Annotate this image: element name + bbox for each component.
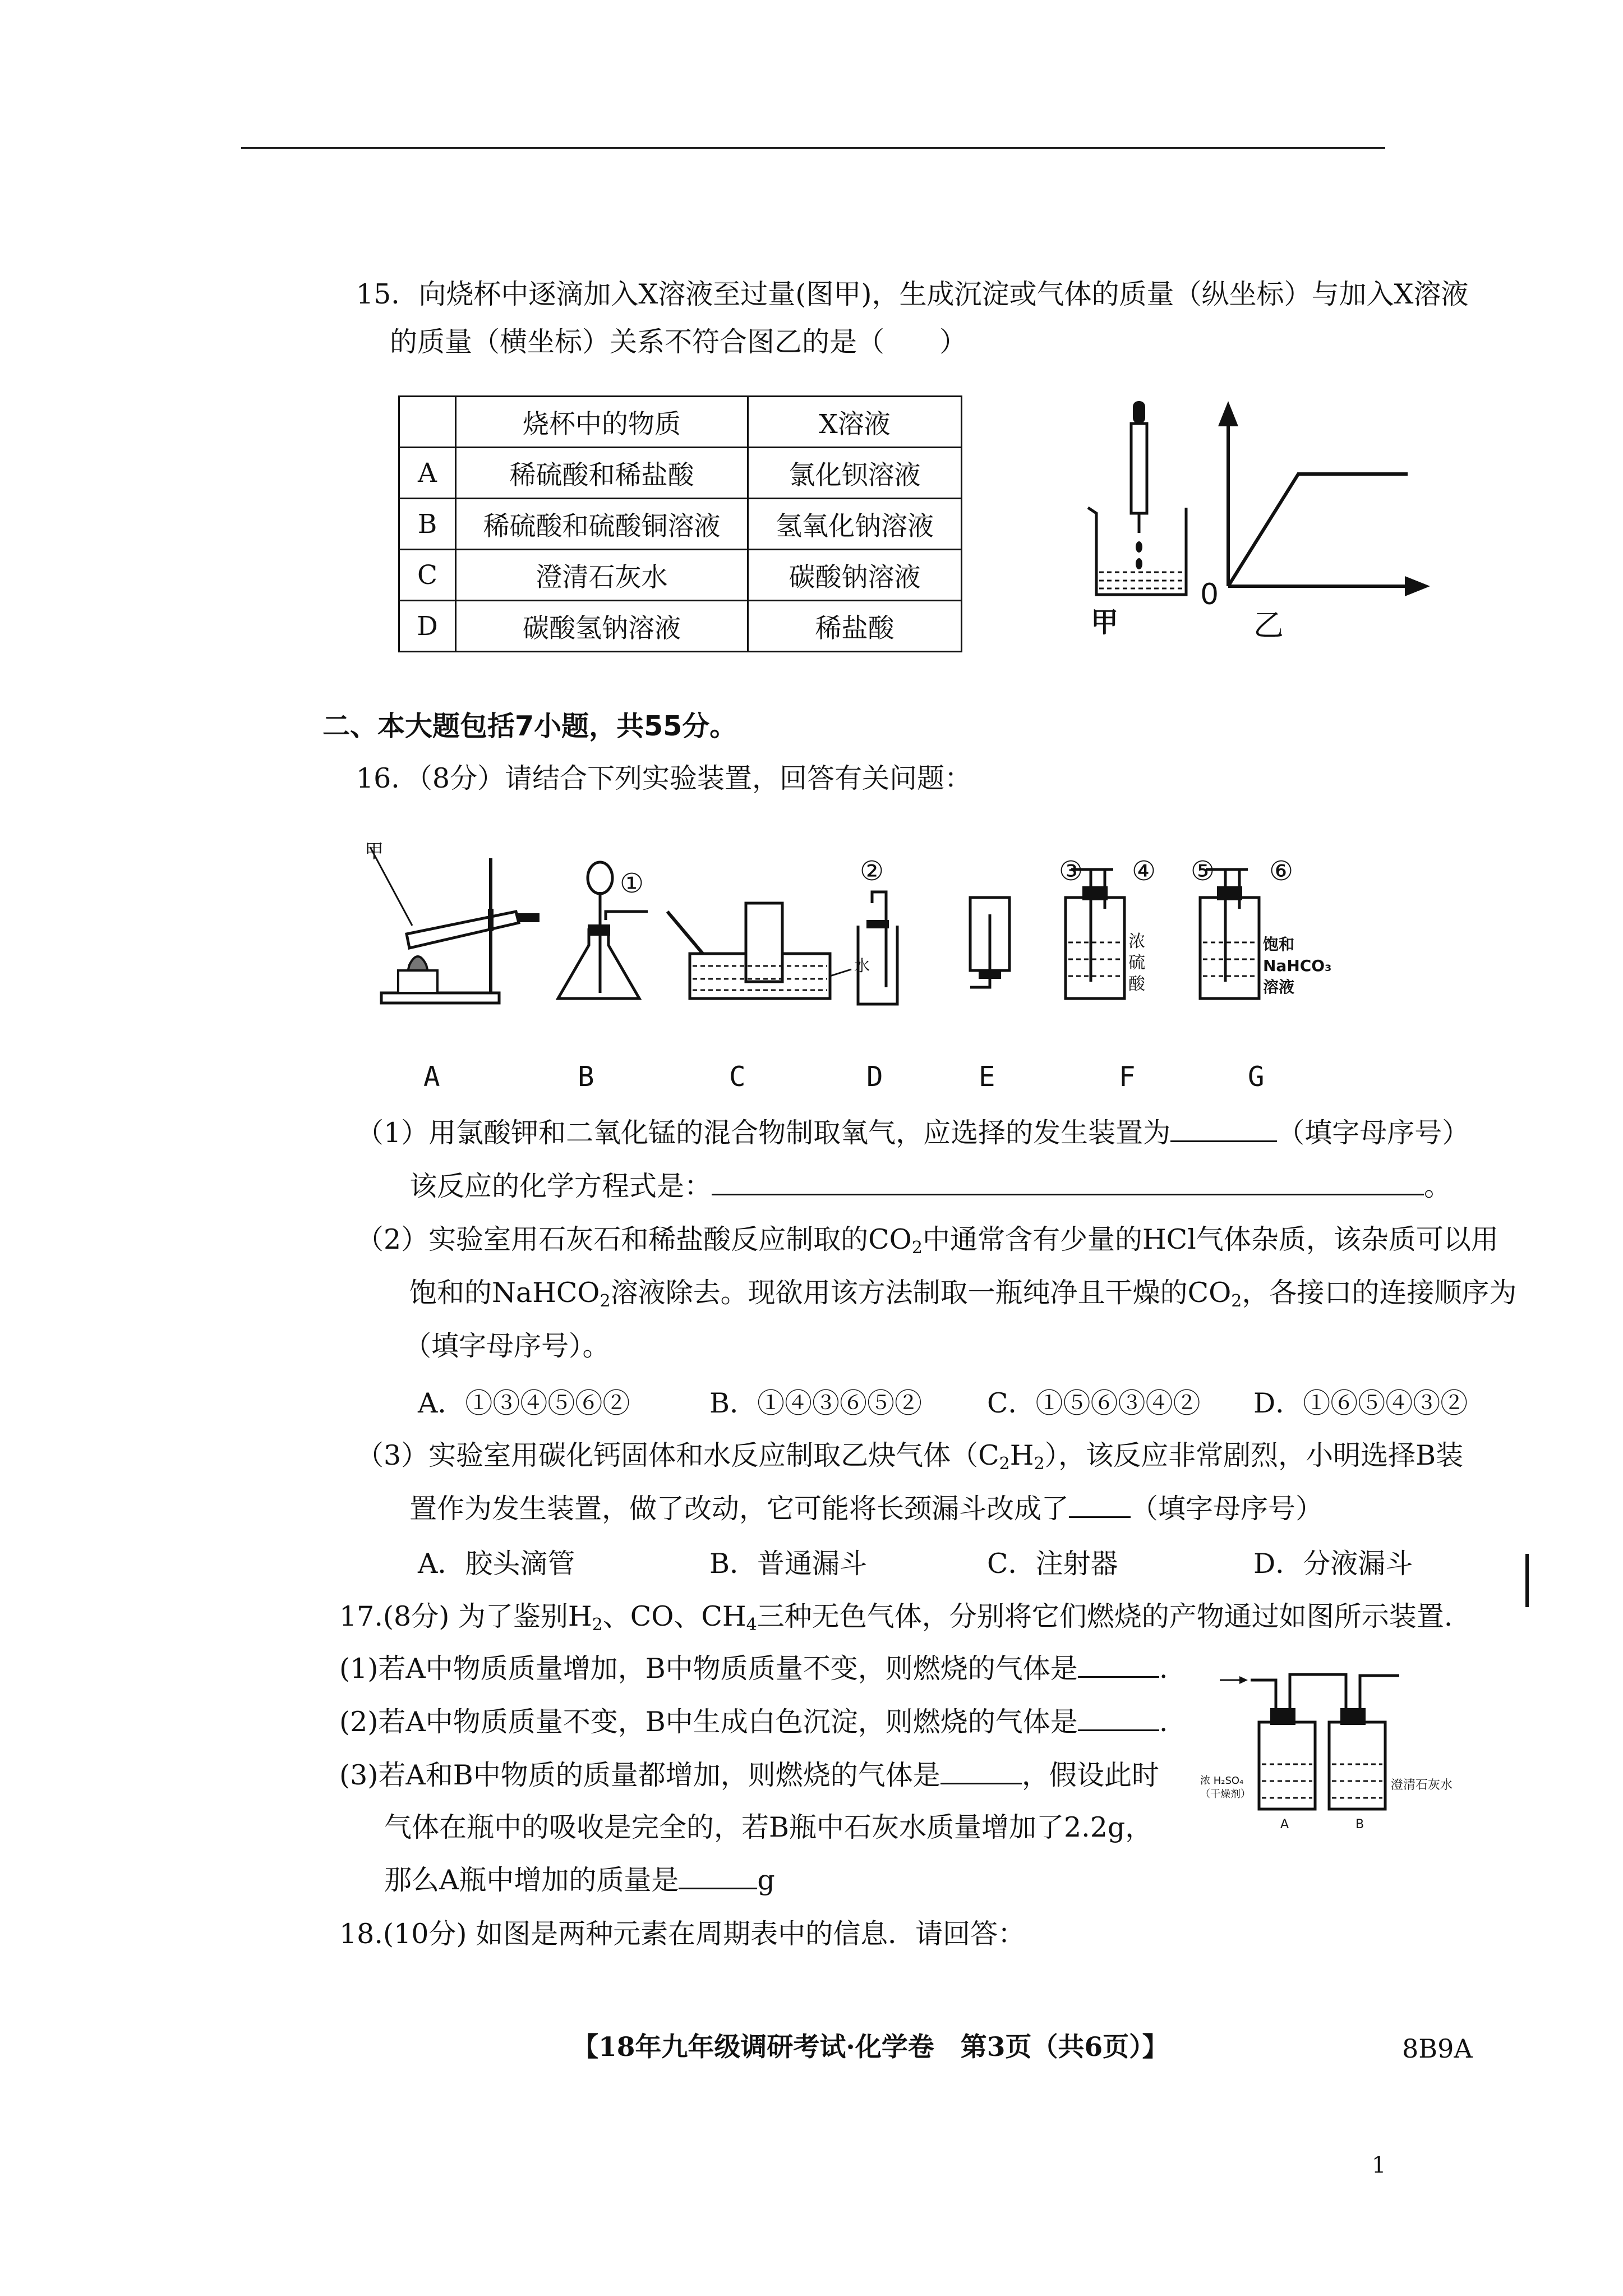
q17-text: (2)若A中物质质量不变，B中生成白色沉淀，则燃烧的气体是 <box>339 1706 1078 1738</box>
q17-text: . <box>1159 1653 1168 1685</box>
answer-blank[interactable] <box>1078 1707 1159 1731</box>
apparatus-c <box>667 903 851 999</box>
q17-p3-line3 <box>384 1864 775 1897</box>
table-cell: 碳酸氢钠溶液 <box>456 601 748 652</box>
q16-p2-text: 饱和的NaHCO <box>409 1277 600 1309</box>
q16-p1-text: （1）用氯酸钾和二氧化锰的混合物制取氧气，应选择的发生装置为 <box>356 1117 1171 1149</box>
table-cell: 稀硫酸和稀盐酸 <box>456 448 748 499</box>
subscript: 2 <box>911 1238 923 1258</box>
table-row <box>399 499 962 550</box>
footer-title: 【18年九年级调研考试·化学卷 第3页（共6页）】 <box>572 2032 1169 2063</box>
apparatus-letter: E <box>979 1061 995 1093</box>
q16-p3-text: 置作为发生装置，做了改动，它可能将长颈漏斗改成了 <box>409 1493 1069 1525</box>
header-rule <box>241 147 1385 149</box>
fig-jia-label: 甲 <box>1091 606 1119 638</box>
q16-p2-option-c: C．①⑤⑥③④② <box>987 1387 1201 1419</box>
q17-fig-a-text: （干燥剂） <box>1200 1788 1251 1800</box>
apparatus-letter: G <box>1248 1061 1265 1093</box>
table-cell: 稀盐酸 <box>748 601 962 652</box>
apparatus-d <box>858 892 897 1004</box>
q16-p1-line2 <box>409 1170 1451 1203</box>
answer-blank[interactable] <box>679 1865 757 1889</box>
subscript: 2 <box>592 1615 603 1635</box>
q17-text: (3)若A和B中物质的质量都增加，则燃烧的气体是 <box>339 1759 940 1791</box>
apparatus-figure <box>365 836 1318 1021</box>
q16-p3-text: H <box>1009 1439 1034 1471</box>
q17-text: (1)若A中物质质量增加，B中物质质量不变，则燃烧的气体是 <box>339 1653 1078 1685</box>
f-reagent-text: 硫 <box>1128 953 1145 973</box>
q15-table <box>398 395 962 652</box>
q16-p1-text: 。 <box>1424 1170 1452 1202</box>
q16-p2-line3: （填字母序号）。 <box>404 1330 610 1362</box>
q16-p3-option-a: A．胶头滴管 <box>418 1548 575 1580</box>
q17-p3-line1 <box>339 1759 1159 1792</box>
footer-code: 8B9A <box>1402 2033 1473 2064</box>
q16-p2-option-d: D．①⑥⑤④③② <box>1253 1387 1468 1419</box>
q17-stem-text: 17.(8分) 为了鉴别H <box>339 1600 592 1632</box>
table-header: 烧杯中的物质 <box>456 397 748 448</box>
table-cell <box>399 397 456 448</box>
apparatus-letter: F <box>1119 1061 1136 1093</box>
answer-blank[interactable] <box>712 1171 1424 1195</box>
q17-fig-letter: A <box>1280 1818 1289 1832</box>
q17-stem-text: 、CO、CH <box>602 1600 746 1632</box>
table-cell: D <box>399 601 456 652</box>
connector-2-label: ② <box>860 855 884 887</box>
q15-stem-line2: 的质量（横坐标）关系不符合图乙的是（ ） <box>390 326 967 358</box>
connector-3-label: ③ <box>1059 855 1083 887</box>
q16-p2-line2 <box>409 1276 1516 1318</box>
q17-fig-a-text: 浓 H₂SO₄ <box>1200 1775 1244 1787</box>
subscript: 4 <box>746 1615 757 1635</box>
q16-p2-text: 中通常含有少量的HCl气体杂质，该杂质可以用 <box>922 1223 1498 1255</box>
table-cell: C <box>399 550 456 601</box>
table-cell: 澄清石灰水 <box>456 550 748 601</box>
q17-stem-text: 三种无色气体，分别将它们燃烧的产物通过如图所示装置. <box>757 1600 1453 1632</box>
water-label: 水 <box>854 956 870 975</box>
apparatus-a <box>370 847 540 1003</box>
table-cell: 稀硫酸和硫酸铜溶液 <box>456 499 748 550</box>
q16-p2-text: （2）实验室用石灰石和稀盐酸反应制取的CO <box>356 1223 912 1255</box>
q16-p3-option-d: D．分液漏斗 <box>1253 1548 1413 1580</box>
q16-p2-text: 溶液除去。现欲用该方法制取一瓶纯净且干燥的CO <box>610 1277 1232 1309</box>
g-reagent-label <box>1263 934 1331 998</box>
q16-p2-text: ，各接口的连接顺序为 <box>1242 1277 1517 1309</box>
q17-p3-line2: 气体在瓶中的吸收是完全的，若B瓶中石灰水质量增加了2.2g， <box>384 1811 1153 1843</box>
q17-text: 那么A瓶中增加的质量是 <box>384 1864 679 1896</box>
g-reagent-text: 溶液 <box>1263 978 1295 996</box>
q16-p3-line2 <box>409 1492 1323 1526</box>
connector-6-label: ⑥ <box>1269 855 1294 887</box>
fig-yi-label: 乙 <box>1253 608 1284 643</box>
apparatus-g <box>1200 869 1259 999</box>
q16-p3-text: （3）实验室用碳化钙固体和水反应制取乙炔气体（C <box>356 1439 999 1471</box>
apparatus-f <box>1066 869 1124 999</box>
answer-blank[interactable] <box>940 1760 1022 1784</box>
q17-stem <box>339 1600 1453 1642</box>
answer-blank[interactable] <box>1078 1654 1159 1678</box>
section-title: 二、本大题包括7小题，共55分。 <box>322 710 737 742</box>
graph-origin: 0 <box>1200 578 1219 611</box>
dropper-beaker-figure <box>1066 401 1200 625</box>
table-cell: 氯化钡溶液 <box>748 448 962 499</box>
q17-fig-letter: B <box>1355 1818 1364 1832</box>
q16-p1-text: 该反应的化学方程式是： <box>409 1170 712 1202</box>
q16-p1-line1 <box>356 1116 1469 1150</box>
q17-text: ，假设此时 <box>1021 1759 1159 1791</box>
subscript: 2 <box>1231 1291 1242 1311</box>
f-reagent-text: 酸 <box>1128 974 1145 994</box>
q16-stem: 16．（8分）请结合下列实验装置，回答有关问题： <box>356 762 972 794</box>
q17-wash-bottles-figure <box>1220 1669 1444 1832</box>
scan-mark <box>1525 1554 1529 1607</box>
q15-stem-line1: 15．向烧杯中逐滴加入X溶液至过量(图甲)，生成沉淀或气体的质量（纵坐标）与加入X溶液 <box>356 278 1469 310</box>
g-reagent-text: NaHCO₃ <box>1263 956 1332 975</box>
apparatus-e <box>970 898 1009 987</box>
subscript: 2 <box>999 1454 1010 1474</box>
table-cell: A <box>399 448 456 499</box>
q16-p2-option-b: B．①④③⑥⑤② <box>709 1387 923 1419</box>
apparatus-letter: A <box>423 1061 440 1093</box>
q17-p2 <box>339 1705 1168 1739</box>
q16-p3-text: （填字母序号） <box>1131 1493 1324 1525</box>
q17-fig-b-reagent: 澄清石灰水 <box>1391 1778 1453 1792</box>
answer-blank[interactable] <box>1170 1118 1277 1142</box>
answer-blank[interactable] <box>1069 1494 1131 1518</box>
graph-yi-figure <box>1206 401 1441 603</box>
q16-p3-option-c: C．注射器 <box>987 1548 1118 1580</box>
table-header: X溶液 <box>748 397 962 448</box>
subscript: 2 <box>600 1291 611 1311</box>
q17-text: g <box>757 1864 775 1896</box>
q16-p1-text: （填字母序号） <box>1277 1117 1470 1149</box>
connector-1-label: ① <box>620 868 644 899</box>
q17-text: . <box>1159 1706 1168 1738</box>
q16-p3-option-b: B．普通漏斗 <box>709 1548 868 1580</box>
q16-p3-line1 <box>356 1439 1463 1481</box>
q17-fig-a-reagent <box>1200 1774 1251 1801</box>
apparatus-letter: D <box>866 1061 883 1093</box>
q16-p2-line1 <box>356 1223 1498 1265</box>
q16-p3-text: ），该反应非常剧烈，小明选择B装 <box>1044 1439 1464 1471</box>
table-row <box>399 601 962 652</box>
q16-p2-option-a: A．①③④⑤⑥② <box>418 1387 630 1419</box>
table-cell: 氢氧化钠溶液 <box>748 499 962 550</box>
connector-5-label: ⑤ <box>1191 855 1215 887</box>
q18-stem: 18.(10分) 如图是两种元素在周期表中的信息．请回答： <box>339 1918 1026 1950</box>
page-number: 1 <box>1372 2152 1386 2178</box>
apparatus-jia-label: 甲 <box>365 840 384 863</box>
table-cell: B <box>399 499 456 550</box>
subscript: 2 <box>1034 1454 1045 1474</box>
table-cell: 碳酸钠溶液 <box>748 550 962 601</box>
f-reagent-text: 浓 <box>1128 932 1145 951</box>
apparatus-letter: B <box>578 1061 594 1093</box>
apparatus-letter: C <box>729 1061 746 1093</box>
q17-p1 <box>339 1652 1168 1686</box>
table-row <box>399 448 962 499</box>
table-row <box>399 550 962 601</box>
f-reagent-label <box>1128 931 1145 995</box>
connector-4-label: ④ <box>1132 855 1156 887</box>
g-reagent-text: 饱和 <box>1263 935 1295 954</box>
table-row <box>399 397 962 448</box>
